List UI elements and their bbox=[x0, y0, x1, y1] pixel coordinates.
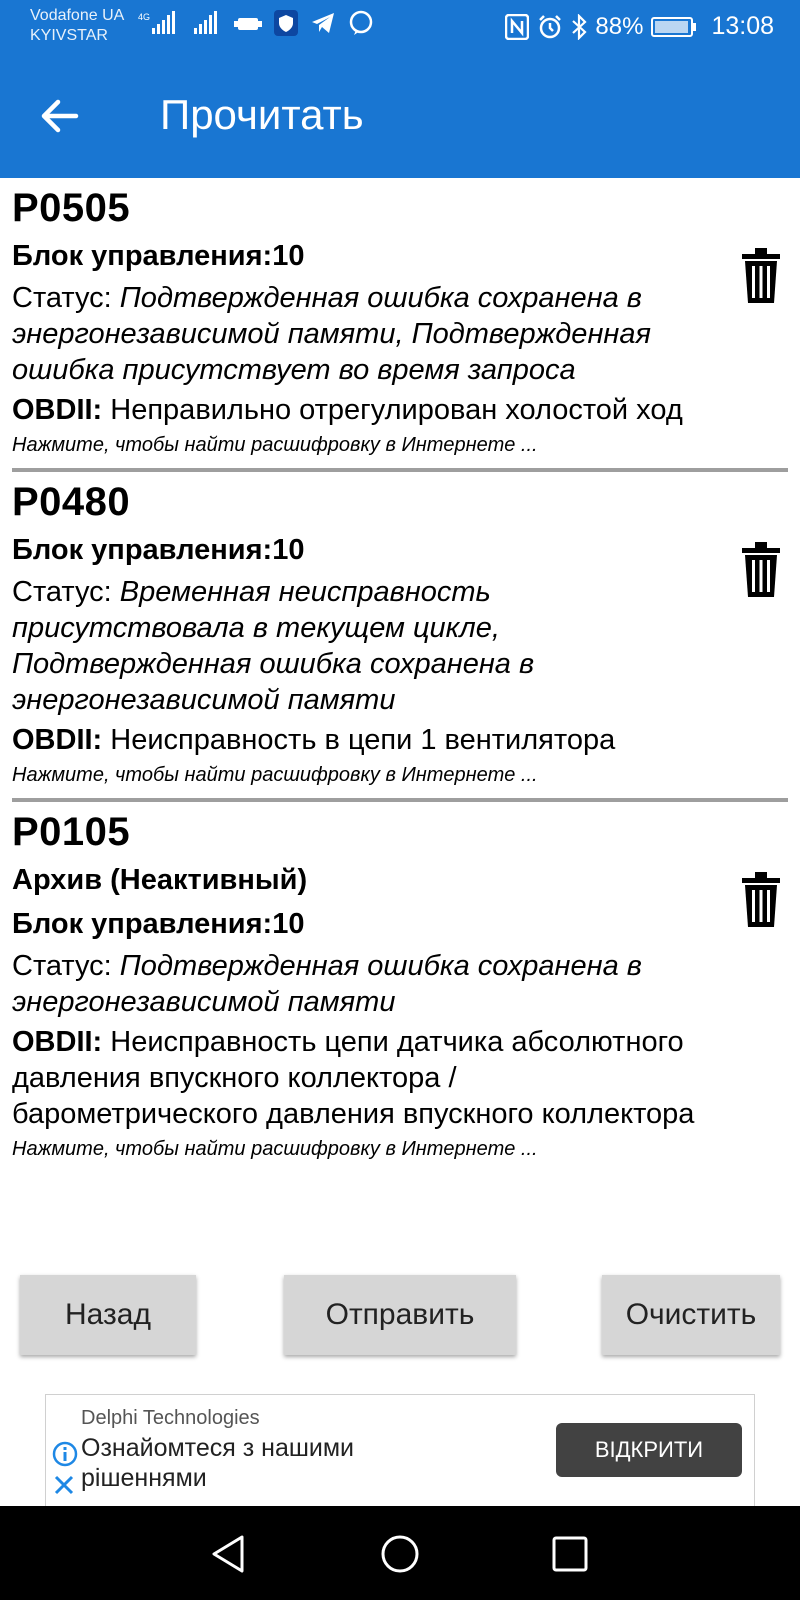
carrier-2: KYIVSTAR bbox=[30, 27, 108, 44]
obd-value: Неправильно отрегулирован холостой ход bbox=[110, 394, 683, 426]
obd-description bbox=[12, 392, 702, 428]
status-value: Временная неисправность присутствовала в текущем цикле, Подтвержденная ошибка сохранена в энергонезависимой памяти bbox=[12, 576, 535, 716]
alarm-icon bbox=[537, 14, 563, 40]
status-value: Подтвержденная ошибка сохранена в энергонезависимой памяти, Подтвержденная ошибка присутствует во время запроса bbox=[12, 282, 651, 386]
system-icons bbox=[505, 12, 774, 41]
status-label: Статус: bbox=[12, 950, 120, 982]
page-title: Прочитать bbox=[160, 91, 364, 138]
info-icon[interactable] bbox=[52, 1441, 78, 1467]
error-status bbox=[12, 574, 702, 718]
trash-icon[interactable] bbox=[740, 248, 782, 304]
obd-value: Неисправность цепи датчика абсолютного давления впускного коллектора / барометрического давления впускного коллектора bbox=[12, 1026, 695, 1130]
nfc-icon bbox=[505, 14, 529, 40]
error-list[interactable] bbox=[0, 178, 800, 1236]
obd-description bbox=[12, 722, 702, 758]
obd-label: OBDII: bbox=[12, 1026, 111, 1058]
error-status bbox=[12, 280, 702, 388]
ad-text: Ознайомтеся з нашими рішеннями bbox=[81, 1434, 355, 1492]
status-value: Подтвержденная ошибка сохранена в энергонезависимой памяти bbox=[12, 950, 642, 1018]
error-item[interactable] bbox=[0, 178, 800, 462]
signal-icon bbox=[138, 10, 180, 36]
status-label: Статус: bbox=[12, 282, 120, 314]
navigation-bar bbox=[0, 1506, 800, 1600]
control-unit: Блок управления:10 bbox=[12, 240, 305, 272]
back-arrow-icon[interactable] bbox=[36, 92, 84, 140]
search-hint-link[interactable]: Нажмите, чтобы найти расшифровку в Интернете ... bbox=[12, 434, 538, 456]
trash-icon[interactable] bbox=[740, 872, 782, 928]
status-label: Статус: bbox=[12, 576, 120, 608]
trash-icon[interactable] bbox=[740, 542, 782, 598]
search-hint-link[interactable]: Нажмите, чтобы найти расшифровку в Интернете ... bbox=[12, 764, 538, 786]
signal-2-icon bbox=[192, 10, 222, 36]
nav-recents-icon[interactable] bbox=[552, 1536, 588, 1572]
close-icon[interactable] bbox=[52, 1473, 76, 1497]
shield-app-icon bbox=[274, 10, 298, 36]
status-bar bbox=[0, 0, 800, 52]
error-code: P0505 bbox=[12, 186, 131, 230]
control-unit: Блок управления:10 bbox=[12, 534, 305, 566]
obd-description bbox=[12, 1024, 702, 1132]
send-button[interactable]: Отправить bbox=[284, 1275, 516, 1355]
ad-banner[interactable] bbox=[45, 1394, 755, 1508]
search-hint-link[interactable]: Нажмите, чтобы найти расшифровку в Интернете ... bbox=[12, 1138, 538, 1160]
obd-label: OBDII: bbox=[12, 394, 111, 426]
ad-open-button[interactable]: ВІДКРИТИ bbox=[556, 1423, 742, 1477]
ad-brand: Delphi Technologies bbox=[81, 1407, 260, 1429]
nav-back-icon[interactable] bbox=[210, 1534, 246, 1574]
carrier-info bbox=[30, 6, 124, 46]
carrier-1: Vodafone UA bbox=[30, 7, 125, 24]
viber-icon bbox=[348, 10, 374, 36]
back-button[interactable]: Назад bbox=[20, 1275, 196, 1355]
battery-percent: 88% bbox=[595, 12, 644, 40]
clock: 13:08 bbox=[711, 12, 774, 40]
control-unit: Блок управления:10 bbox=[12, 908, 305, 940]
obd-value: Неисправность в цепи 1 вентилятора bbox=[110, 724, 616, 756]
battery-icon bbox=[651, 16, 697, 38]
archive-label: Архив (Неактивный) bbox=[12, 864, 308, 896]
notification-icons bbox=[138, 10, 374, 36]
svg-text:4G: 4G bbox=[138, 12, 151, 22]
error-item[interactable] bbox=[0, 802, 800, 1166]
car-engine-icon bbox=[234, 11, 262, 35]
bluetooth-icon bbox=[571, 14, 587, 40]
error-item[interactable] bbox=[0, 472, 800, 792]
clear-button[interactable]: Очистить bbox=[602, 1275, 780, 1355]
error-code: P0105 bbox=[12, 810, 131, 854]
obd-label: OBDII: bbox=[12, 724, 111, 756]
error-status bbox=[12, 948, 702, 1020]
nav-home-icon[interactable] bbox=[380, 1534, 420, 1574]
error-code: P0480 bbox=[12, 480, 131, 524]
app-bar bbox=[0, 52, 800, 178]
telegram-icon bbox=[310, 11, 336, 35]
